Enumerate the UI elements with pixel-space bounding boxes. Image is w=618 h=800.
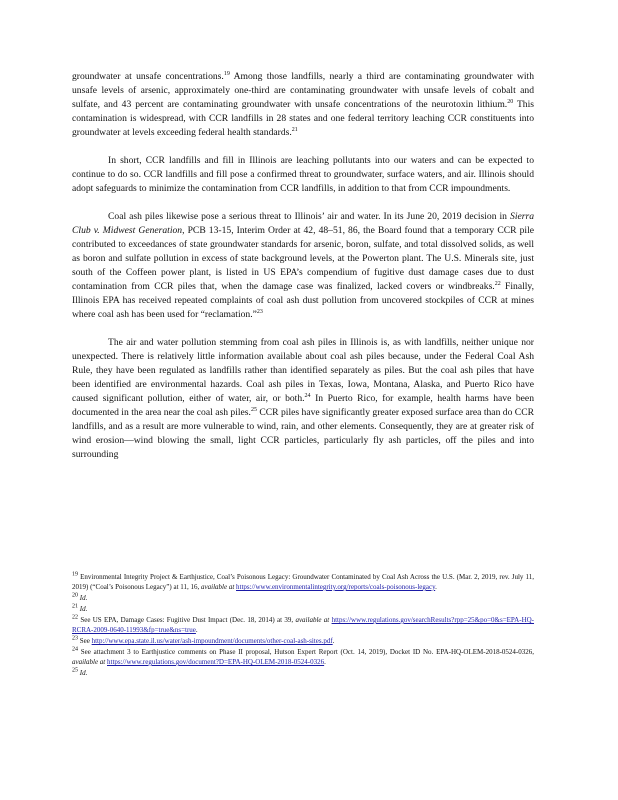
text-run: In Puerto Rico, for example, health harms have been documented in the area near the coal ash piles. [72,393,534,418]
text-run: In short, CCR landfills and fill in Illinois are leaching pollutants into our waters and can be expected to continue to do so. CCR landfills and fill pose a confirmed threat to groundwater, surface waters, and air. Illinois should adopt safeguards to minimize the contamination from CCR landfills, in addition to that from CCR impoundments. [72,155,534,194]
footnote-item [72,615,534,635]
text-run: groundwater at unsafe concentrations. [72,71,224,82]
italic-text: available at [72,658,106,666]
footnote-item [72,647,534,667]
italic-text: Id. [79,594,88,602]
text-run: See attachment 3 to Earthjustice comments on Phase II proposal, Hutson Expert Report (Oct. 14, 2019), Docket ID No. EPA-HQ-OLEM-2018-0524-0326, [80,648,535,656]
footnote-reference: 21 [291,126,298,133]
paragraph-p4 [72,336,534,462]
italic-text: Id. [79,669,88,677]
footnote-number: 25 [72,667,78,674]
text-run: , PCB 13-15, Interim Order at 42, 48–51, 86, the Board found that a temporary CCR pile contributed to exceedances of state groundwater standards for arsenic, boron, sulfate, and total dissolved solids, as well as boron and sulfate pollution in excess of state background levels, at the Powerton plant. The U.S. Minerals site, just south of the Coffeen power plant, is listed in US EPA’s compendium of fugitive dust damage cases due to dust contamination from CCR piles that, when the damage case was finalized, lacked covers or windbreaks. [72,225,534,292]
body-text [72,70,534,476]
footnote-item [72,604,534,614]
text-run: The air and water pollution stemming from coal ash piles in Illinois is, as with landfills, neither unique nor unexpected. There is relatively little information available about coal ash piles because, under the Federal Coal Ash Rule, they have been regulated as landfills rather than identified separately as piles. But the coal ash piles that have been identified are environmental hazards. Coal ash piles in Texas, Iowa, Montana, Alaska, and Puerto Rico have caused significant pollution, either of water, air, or both. [72,337,534,404]
footnote-number: 21 [72,603,78,610]
footnote-reference: 22 [494,280,501,287]
paragraph-p1 [72,70,534,140]
footnote-reference: 20 [507,98,514,105]
italic-text: available at [295,616,330,624]
footnote-number: 24 [72,646,78,653]
text-run: CCR piles have significantly greater exposed surface area than do CCR landfills, and as a result are more vulnerable to wind, rain, and other elements. Consequently, they are at greater risk of wind erosion—wind blowing the small, light CCR particles, particularly fly ash particles, off the piles and into surrounding [72,407,534,460]
footnote-number: 22 [72,614,78,621]
footnote-number: 23 [72,635,78,642]
footnote-number: 20 [72,592,78,599]
text-run: See [79,637,92,645]
footnote-item [72,593,534,603]
footnote-item [72,668,534,678]
text-run: See US EPA, Damage Cases: Fugitive Dust Impact (Dec. 18, 2014) at 39, [80,616,296,624]
text-run: . [324,658,326,666]
footnote-item [72,636,534,646]
footnotes-section [72,572,534,679]
text-run: This contamination is widespread, with CCR landfills in 28 states and one federal territory leaching CCR constituents into groundwater at levels exceeding federal health standards. [72,99,534,138]
italic-text: Id. [79,605,88,613]
footnote-item [72,572,534,592]
text-run: Among those landfills, nearly a third are contaminating groundwater with unsafe levels of arsenic, approximately one-third are contaminating groundwater with unsafe levels of cobalt and sulfate, and 43 percent are contaminating groundwater with unsafe concentrations of the neurotoxin lithium. [72,71,535,110]
footnote-reference: 19 [223,70,230,77]
text-run: Coal ash piles likewise pose a serious threat to Illinois’ air and water. In its June 20, 2019 decision in [108,211,511,222]
footnote-reference: 25 [250,406,257,413]
text-run: Environmental Integrity Project & Earthjustice, Coal’s Poisonous Legacy: Groundwater Contaminated by Coal Ash Across the U.S. (Mar. 2, 2019, rev. July 11, 2019) (“Coal’s Poisonous Legacy”) at 11, 16, [72,573,535,591]
text-run: Finally, Illinois EPA has received repeated complaints of coal ash dust pollution from uncovered stockpiles of CCR at mines where coal ash has been used for “reclamation.” [72,281,534,320]
text-run: . [195,626,198,634]
footnote-number: 19 [72,571,78,578]
paragraph-p2 [72,154,534,196]
text-run: . [332,637,335,645]
italic-text: available at [201,583,235,591]
url-link[interactable]: http://www.epa.state.il.us/water/ash-impoundment/documents/other-coal-ash-sites.pdf [91,637,333,645]
paragraph-p3 [72,210,534,322]
url-link[interactable]: https://www.environmentalintegrity.org/reports/coals-poisonous-legacy [236,583,436,591]
footnote-reference: 24 [304,392,311,399]
text-run: . [435,583,437,591]
url-link[interactable]: https://www.regulations.gov/document?D=EPA-HQ-OLEM-2018-0524-0326 [107,658,325,666]
italic-text: Sierra Club v. Midwest Generation [72,211,534,236]
url-link[interactable]: https://www.regulations.gov/searchResults?rpp=25&po=0&s=EPA-HQ-RCRA-2009-0640-11993&fp=true&ns=true [72,616,535,634]
footnote-reference: 23 [256,308,263,315]
